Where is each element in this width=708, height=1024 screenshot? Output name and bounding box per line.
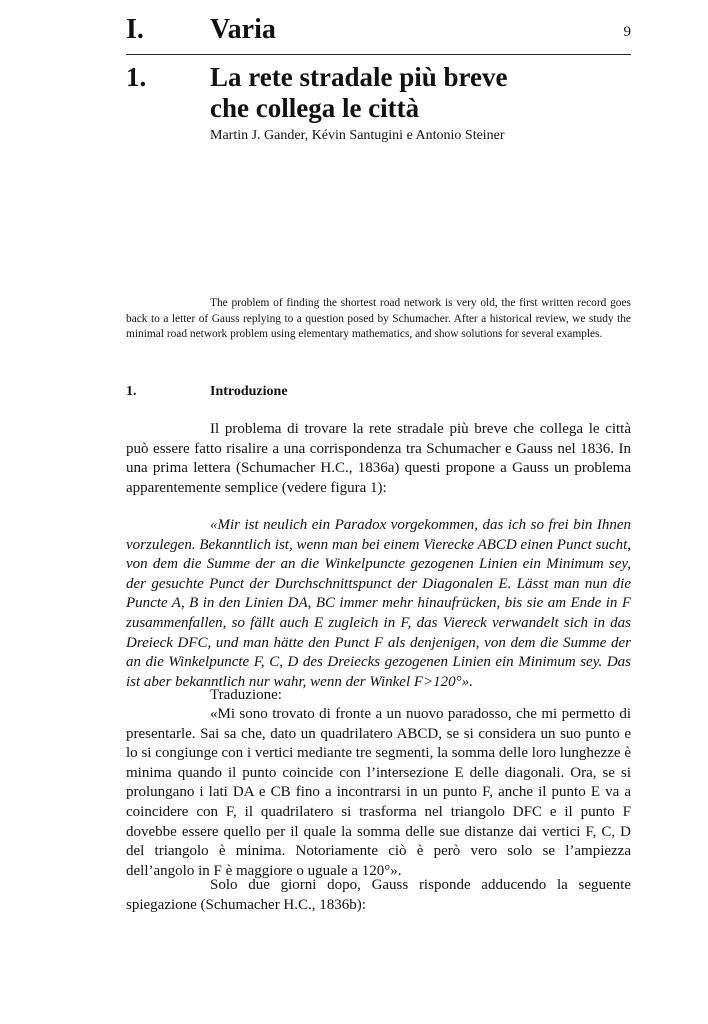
gauss-reply-text: Solo due giorni dopo, Gauss risponde adducendo la seguente spiegazione (Schumacher H.C., 1836b): <box>126 877 631 913</box>
article-number: 1. <box>126 62 147 92</box>
german-quote-text: «Mir ist neulich ein Paradox vorgekommen, das ich so frei bin Ihnen vorzulegen. Bekanntlich ist, wenn man bei einem Vierecke ABCD einen Punct sucht, von dem die Summe der an die Winkelpuncte gezogenen Linien ein Minimum sey, der gesuchte Punct der Durchschnittspunct der Diagonalen E. Lässt man nun die Puncte A, B in den Linien DA, BC immer mehr hinaufrücken, bis sie am Ende in F zusammenfallen, so fällt auch E zugleich in F, das Viereck verwandelt sich in das Dreieck DFC, und man hätte den Punct F als denjenigen, von dem die Summe der an die Winkelpuncte F, C, D des Dreiecks gezogenen Linien ein Minimum sey. Das ist aber bekanntlich nur wahr, wenn der Winkel F>120°». <box>126 517 631 690</box>
chapter-title: Varia <box>210 14 276 45</box>
gauss-reply-paragraph <box>126 876 631 915</box>
translation-label-text: Traduzione: <box>210 687 282 703</box>
article-authors: Martin J. Gander, Kévin Santugini e Antonio Steiner <box>210 128 505 143</box>
translation-text: «Mi sono trovato di fronte a un nuovo paradosso, che mi permetto di presentarle. Sai sa che, dato un quadrilatero ABCD, se si considera un suo punto e lo si congiunge con i vertici mediante tre segmenti, la somma delle loro lunghezze è minima quando il punto coincide con l’intersezione E delle diagonali. Ora, se si prolungano i lati DA e CB fino a incontrarsi in un punto F, anche il punto E va a coincidere con F, il quadrilatero si trasforma nel triangolo DFC e il punto F dovebbe essere quello per il quale la somma delle sue distanze dai vertici F, C, D del triangolo è minima. Notoriamente ciò è però vero solo se l’ampiezza dell’angolo in F è maggiore o uguale a 120°». <box>126 706 631 879</box>
intro-paragraph <box>126 420 631 498</box>
translation-paragraph <box>126 705 631 881</box>
article-title <box>210 62 507 124</box>
intro-text: Il problema di trovare la rete stradale più breve che collega le città può essere fatto risalire a una corrispondenza tra Schumacher e Gauss nel 1836. In una prima lettera (Schumacher H.C., 1836a) questi propone a Gauss un problema apparentemente semplice (vedere figura 1): <box>126 421 631 496</box>
translation-label <box>126 686 631 706</box>
section-title: Introduzione <box>210 384 288 399</box>
abstract <box>126 296 631 343</box>
section-number: 1. <box>126 384 137 399</box>
abstract-text: The problem of finding the shortest road network is very old, the first written record goes back to a letter of Gauss replying to a question posed by Schumacher. After a historical review, we study the minimal road network problem using elementary mathematics, and show solutions for several examples. <box>126 297 631 340</box>
article-title-line: La rete stradale più breve <box>210 62 508 92</box>
german-quote <box>126 516 631 692</box>
page-number: 9 <box>623 24 631 40</box>
chapter-number: I. <box>126 14 144 45</box>
article-title-line: che collega le città <box>210 93 420 123</box>
running-header <box>126 14 631 55</box>
